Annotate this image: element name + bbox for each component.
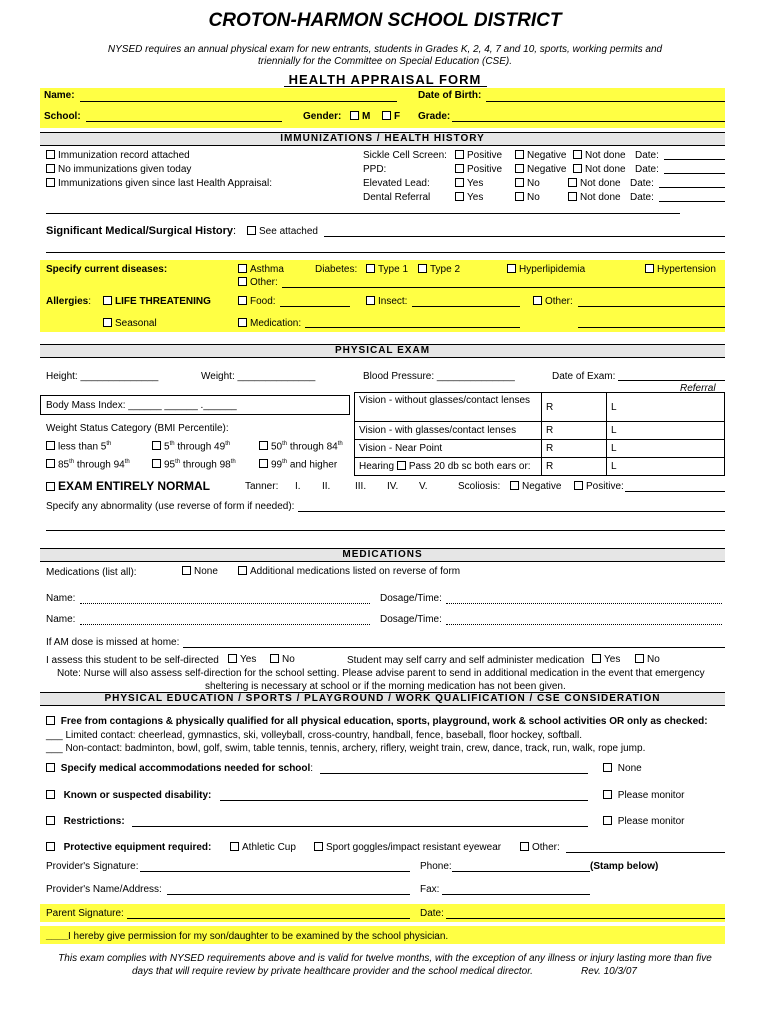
- gender-label: Gender:: [303, 111, 342, 122]
- bmi-option-1[interactable]: less than 5th: [46, 441, 111, 452]
- checkbox-icon[interactable]: [228, 654, 237, 663]
- permission-text: I hereby give permission for my son/daughter to be examined by the school physician.: [68, 931, 449, 942]
- checkbox-icon[interactable]: [238, 296, 247, 305]
- med-name-label: Name:: [46, 614, 76, 625]
- gender-m[interactable]: M: [350, 111, 370, 122]
- checkbox-icon[interactable]: [592, 654, 601, 663]
- limited-contact[interactable]: ___ Limited contact: cheerlead, gymnastics, ski, volleyball, cross-country, handball, fence, baseball, floor hockey, softball.: [46, 730, 583, 741]
- scoliosis-positive[interactable]: Positive:: [574, 481, 624, 492]
- self-directed-yes[interactable]: Yes: [228, 654, 256, 665]
- test-opt-a[interactable]: Positive: [455, 150, 502, 161]
- abnormality-field[interactable]: [298, 511, 725, 512]
- test-opt-c[interactable]: Not done: [573, 164, 626, 175]
- checkbox-icon[interactable]: [510, 481, 519, 490]
- checkbox-icon[interactable]: [46, 482, 55, 491]
- checkbox-icon[interactable]: [350, 111, 359, 120]
- weight-field[interactable]: Weight: ______________: [201, 371, 316, 382]
- test-date-field[interactable]: [664, 173, 725, 174]
- history-field-2[interactable]: [46, 252, 725, 253]
- medications-header: MEDICATIONS: [40, 548, 725, 562]
- checkbox-icon[interactable]: [515, 192, 524, 201]
- exam-date-field[interactable]: [618, 380, 725, 381]
- checkbox-icon[interactable]: [46, 716, 55, 725]
- am-dose-label: If AM dose is missed at home:: [46, 637, 180, 648]
- food-allergy-option[interactable]: Food:: [238, 296, 276, 307]
- checkbox-icon[interactable]: [259, 441, 268, 450]
- scoliosis-label: Scoliosis:: [458, 481, 501, 492]
- checkbox-icon[interactable]: [635, 654, 644, 663]
- checkbox-icon[interactable]: [603, 763, 612, 772]
- test-label: Dental Referral: [363, 192, 431, 203]
- right-ear-cell[interactable]: R: [542, 458, 607, 476]
- disability-option[interactable]: Known or suspected disability:: [46, 790, 211, 801]
- right-eye-cell[interactable]: R: [542, 422, 607, 440]
- school-label: School:: [44, 111, 81, 122]
- med-name-field[interactable]: [80, 603, 370, 604]
- provider-name-label: Provider's Name/Address:: [46, 884, 162, 895]
- diseases-label: Specify current diseases:: [46, 264, 168, 275]
- student-info-highlight: [40, 88, 725, 128]
- footer-line-1: This exam complies with NYSED requirements above and is valid for twelve months, with the exception of any illness or injury lasting more than five: [58, 953, 712, 964]
- bmi-box[interactable]: [40, 395, 350, 415]
- restrictions-monitor[interactable]: Please monitor: [603, 816, 684, 827]
- permission-blank[interactable]: ____: [46, 930, 69, 941]
- checkbox-icon[interactable]: [182, 566, 191, 575]
- tanner-label: Tanner:: [245, 481, 279, 492]
- fax-field[interactable]: [442, 894, 590, 895]
- test-opt-b[interactable]: Negative: [515, 164, 566, 175]
- checkbox-icon[interactable]: [46, 842, 55, 851]
- scoliosis-field[interactable]: [625, 491, 725, 492]
- test-opt-c[interactable]: Not done: [573, 150, 626, 161]
- exam-normal-option[interactable]: EXAM ENTIRELY NORMAL: [46, 479, 210, 493]
- checkbox-icon[interactable]: [382, 111, 391, 120]
- scoliosis-negative[interactable]: Negative: [510, 481, 561, 492]
- checkbox-icon[interactable]: [46, 150, 55, 159]
- school-field[interactable]: [86, 121, 282, 122]
- nurse-note-2: sheltering is necessary at school or if the morning medication has not been given.: [205, 681, 566, 692]
- form-title: HEALTH APPRAISAL FORM: [288, 72, 482, 87]
- non-contact[interactable]: ___ Non-contact: badminton, bowl, golf, swim, table tennis, tennis, archery, riflery, weight train, crew, dance, track, run, walk, rope jump.: [46, 743, 646, 754]
- life-threatening-option[interactable]: LIFE THREATENING: [103, 296, 211, 307]
- checkbox-icon[interactable]: [573, 150, 582, 159]
- immunizations-header: IMMUNIZATIONS / HEALTH HISTORY: [40, 132, 725, 146]
- test-date: Date:: [630, 178, 654, 189]
- checkbox-icon[interactable]: [507, 264, 516, 273]
- checkbox-icon[interactable]: [533, 296, 542, 305]
- checkbox-icon[interactable]: [238, 264, 247, 273]
- checkbox-icon[interactable]: [238, 318, 247, 327]
- history-label: Significant Medical/Surgical History:: [46, 225, 237, 237]
- tanner-3[interactable]: III.: [355, 481, 367, 492]
- parent-signature-highlight: [40, 904, 725, 922]
- bmi-option-2[interactable]: 5th through 49th: [152, 441, 230, 452]
- tanner-1[interactable]: I.: [295, 481, 301, 492]
- med-dosage-label: Dosage/Time:: [380, 593, 442, 604]
- checkbox-icon[interactable]: [46, 790, 55, 799]
- med-name-field[interactable]: [80, 624, 370, 625]
- medication-allergy-option[interactable]: Medication:: [238, 318, 301, 329]
- revision-label: Rev. 10/3/07: [581, 966, 637, 977]
- immun-opt-2[interactable]: No immunizations given today: [46, 164, 191, 175]
- tanner-2[interactable]: II.: [322, 481, 331, 492]
- pe-header: PHYSICAL EDUCATION / SPORTS / PLAYGROUND / WORK QUALIFICATION / CSE CONSIDERATION: [40, 692, 725, 706]
- checkbox-icon[interactable]: [238, 277, 247, 286]
- checkbox-icon[interactable]: [515, 150, 524, 159]
- disability-monitor[interactable]: Please monitor: [603, 790, 684, 801]
- history-field[interactable]: [324, 236, 725, 237]
- provider-signature-field[interactable]: [140, 871, 410, 872]
- medication-allergy-field-2[interactable]: [578, 327, 725, 328]
- test-label: PPD:: [363, 164, 387, 175]
- vision-label: Vision - with glasses/contact lenses: [355, 422, 542, 440]
- self-directed-label: I assess this student to be self-directed: [46, 655, 219, 666]
- district-title: CROTON-HARMON SCHOOL DISTRICT: [208, 10, 562, 31]
- other-allergy-field[interactable]: [578, 306, 725, 307]
- checkbox-icon[interactable]: [46, 178, 55, 187]
- vision-hearing-table: [354, 392, 725, 476]
- test-date: Date:: [635, 150, 659, 161]
- test-label: Elevated Lead:: [363, 178, 430, 189]
- grade-label: Grade:: [418, 111, 451, 122]
- test-opt-b[interactable]: No: [515, 178, 540, 189]
- checkbox-icon[interactable]: [603, 790, 612, 799]
- right-eye-cell[interactable]: R: [542, 393, 607, 422]
- checkbox-icon[interactable]: [573, 164, 582, 173]
- test-opt-a[interactable]: Yes: [455, 178, 483, 189]
- checkbox-icon[interactable]: [152, 459, 161, 468]
- accommodations-none[interactable]: None: [603, 763, 642, 774]
- protective-option[interactable]: Protective equipment required:: [46, 842, 211, 853]
- hypertension-option[interactable]: Hypertension: [645, 264, 716, 275]
- checkbox-icon[interactable]: [259, 459, 268, 468]
- stamp-label: (Stamp below): [590, 861, 659, 872]
- phone-field[interactable]: [452, 871, 590, 872]
- bmi-option-4[interactable]: 85th through 94th: [46, 459, 130, 470]
- checkbox-icon[interactable]: [46, 441, 55, 450]
- seasonal-option[interactable]: Seasonal: [103, 318, 157, 329]
- other-allergy-option[interactable]: Other:: [533, 296, 573, 307]
- checkbox-icon[interactable]: [603, 816, 612, 825]
- checkbox-icon[interactable]: [314, 842, 323, 851]
- left-eye-cell[interactable]: L: [607, 393, 725, 422]
- checkbox-icon[interactable]: [418, 264, 427, 273]
- dob-field[interactable]: [486, 101, 725, 102]
- accommodations-field[interactable]: [320, 773, 588, 774]
- checkbox-icon[interactable]: [568, 178, 577, 187]
- gender-f[interactable]: F: [382, 111, 400, 122]
- checkbox-icon[interactable]: [515, 164, 524, 173]
- checkbox-icon[interactable]: [247, 226, 256, 235]
- med-additional-option[interactable]: Additional medications listed on reverse of form: [238, 566, 460, 577]
- table-row: [355, 393, 725, 422]
- checkbox-icon[interactable]: [46, 459, 55, 468]
- checkbox-icon[interactable]: [103, 318, 112, 327]
- subtitle-line-2: triennially for the Committee on Special Education (CSE).: [257, 56, 512, 67]
- height-field[interactable]: Height: ______________: [46, 371, 159, 382]
- table-row: [355, 440, 725, 458]
- test-opt-c[interactable]: Not done: [568, 192, 621, 203]
- test-opt-b[interactable]: No: [515, 192, 540, 203]
- tanner-4[interactable]: IV.: [387, 481, 399, 492]
- grade-field[interactable]: [452, 121, 725, 122]
- test-opt-a[interactable]: Yes: [455, 192, 483, 203]
- free-contagions-option[interactable]: Free from contagions & physically qualified for all physical education, sports, playground, work & school activities OR only as checked:: [46, 716, 708, 727]
- self-directed-no[interactable]: No: [270, 654, 295, 665]
- checkbox-icon[interactable]: [397, 461, 406, 470]
- tanner-5[interactable]: V.: [419, 481, 428, 492]
- checkbox-icon[interactable]: [46, 164, 55, 173]
- med-none-option[interactable]: None: [182, 566, 218, 577]
- test-date-field[interactable]: [659, 187, 725, 188]
- type2-option[interactable]: Type 2: [418, 264, 460, 275]
- test-date-field[interactable]: [664, 159, 725, 160]
- goggles-option[interactable]: Sport goggles/impact resistant eyewear: [314, 842, 501, 853]
- med-list-label: Medications (list all):: [46, 567, 137, 578]
- table-row: [355, 458, 725, 476]
- form-title-underline: [284, 86, 487, 87]
- table-row: [355, 422, 725, 440]
- bmi-label: Body Mass Index: ______ ______ .______: [46, 400, 237, 411]
- checkbox-icon[interactable]: [152, 441, 161, 450]
- self-carry-no[interactable]: No: [635, 654, 660, 665]
- checkbox-icon[interactable]: [568, 192, 577, 201]
- protective-other-field[interactable]: [566, 852, 725, 853]
- food-field[interactable]: [280, 306, 350, 307]
- name-field[interactable]: [80, 101, 397, 102]
- other-disease-option[interactable]: Other:: [238, 277, 278, 288]
- checkbox-icon[interactable]: [46, 763, 55, 772]
- name-label: Name:: [44, 90, 75, 101]
- checkbox-icon[interactable]: [103, 296, 112, 305]
- athletic-cup-option[interactable]: Athletic Cup: [230, 842, 296, 853]
- self-carry-yes[interactable]: Yes: [592, 654, 620, 665]
- med-name-label: Name:: [46, 593, 76, 604]
- checkbox-icon[interactable]: [238, 566, 247, 575]
- immun-opt-1[interactable]: Immunization record attached: [46, 150, 190, 161]
- checkbox-icon[interactable]: [230, 842, 239, 851]
- parent-signature-label: Parent Signature:: [46, 908, 124, 919]
- abnormality-field-2[interactable]: [46, 530, 725, 531]
- provider-signature-label: Provider's Signature:: [46, 861, 139, 872]
- checkbox-icon[interactable]: [270, 654, 279, 663]
- checkbox-icon[interactable]: [645, 264, 654, 273]
- immun-opt-3[interactable]: Immunizations given since last Health Appraisal:: [46, 178, 272, 189]
- checkbox-icon[interactable]: [455, 192, 464, 201]
- am-dose-field[interactable]: [183, 647, 725, 648]
- checkbox-icon[interactable]: [574, 481, 583, 490]
- nurse-note-1: Note: Nurse will also assess self-direction for the school setting. Please advise parent to send in additional medication in the event that emergency: [57, 668, 705, 679]
- blood-pressure-field[interactable]: Blood Pressure: ______________: [363, 371, 515, 382]
- checkbox-icon[interactable]: [366, 296, 375, 305]
- left-eye-cell[interactable]: L: [607, 422, 725, 440]
- subtitle-line-1: NYSED requires an annual physical exam for new entrants, students in Grades K, 2, 4, 7 and 10, sports, working permits and: [107, 44, 663, 55]
- left-eye-cell[interactable]: L: [607, 440, 725, 458]
- see-attached[interactable]: See attached: [247, 226, 318, 237]
- checkbox-icon[interactable]: [46, 816, 55, 825]
- provider-name-field[interactable]: [167, 894, 410, 895]
- asthma-option[interactable]: Asthma: [238, 264, 284, 275]
- bmi-option-3[interactable]: 50th through 84th: [259, 441, 343, 452]
- insect-field[interactable]: [412, 306, 520, 307]
- left-ear-cell[interactable]: L: [607, 458, 725, 476]
- vision-label: Vision - without glasses/contact lenses: [355, 393, 542, 422]
- checkbox-icon[interactable]: [366, 264, 375, 273]
- test-opt-c[interactable]: Not done: [568, 178, 621, 189]
- insect-allergy-option[interactable]: Insect:: [366, 296, 407, 307]
- referral-label: Referral: [680, 383, 716, 394]
- phone-label: Phone:: [420, 861, 452, 872]
- checkbox-icon[interactable]: [515, 178, 524, 187]
- immun-notes-line[interactable]: [46, 213, 680, 214]
- fax-label: Fax:: [420, 884, 440, 895]
- parent-date-field[interactable]: [446, 918, 725, 919]
- allergies-label: Allergies:: [46, 296, 92, 307]
- test-date: Date:: [630, 192, 654, 203]
- parent-date-label: Date:: [420, 908, 444, 919]
- test-date-field[interactable]: [659, 201, 725, 202]
- hyperlipidemia-option[interactable]: Hyperlipidemia: [507, 264, 585, 275]
- bmi-option-5[interactable]: 95th through 98th: [152, 459, 236, 470]
- vision-label: Vision - Near Point: [355, 440, 542, 458]
- other-disease-field[interactable]: [282, 287, 725, 288]
- hearing-label: Hearing Pass 20 db sc both ears or:: [355, 458, 542, 476]
- checkbox-icon[interactable]: [455, 150, 464, 159]
- footer-line-2: days that will require review by private healthcare provider and the school medical director.: [132, 966, 533, 977]
- med-dosage-label: Dosage/Time:: [380, 614, 442, 625]
- test-label: Sickle Cell Screen:: [363, 150, 447, 161]
- checkbox-icon[interactable]: [455, 164, 464, 173]
- diabetes-label: Diabetes:: [315, 264, 358, 275]
- type1-option[interactable]: Type 1: [366, 264, 408, 275]
- med-dosage-field[interactable]: [446, 624, 722, 625]
- exam-date-label: Date of Exam:: [552, 371, 616, 382]
- weight-status-label: Weight Status Category (BMI Percentile):: [46, 423, 229, 434]
- test-opt-b[interactable]: Negative: [515, 150, 566, 161]
- medication-allergy-field[interactable]: [305, 327, 520, 328]
- physical-exam-header: PHYSICAL EXAM: [40, 344, 725, 358]
- checkbox-icon[interactable]: [455, 178, 464, 187]
- abnormality-label: Specify any abnormality (use reverse of form if needed):: [46, 501, 295, 512]
- dob-label: Date of Birth:: [418, 90, 482, 101]
- bmi-option-6[interactable]: 99th and higher: [259, 459, 337, 470]
- test-date: Date:: [635, 164, 659, 175]
- right-eye-cell[interactable]: R: [542, 440, 607, 458]
- disability-field[interactable]: [220, 800, 588, 801]
- restrictions-field[interactable]: [132, 826, 588, 827]
- parent-signature-field[interactable]: [127, 918, 410, 919]
- restrictions-option[interactable]: Restrictions:: [46, 816, 125, 827]
- checkbox-icon[interactable]: [520, 842, 529, 851]
- protective-other-option[interactable]: Other:: [520, 842, 560, 853]
- accommodations-option[interactable]: Specify medical accommodations needed for school:: [46, 763, 313, 774]
- med-dosage-field[interactable]: [446, 603, 722, 604]
- self-carry-label: Student may self carry and self administer medication: [347, 655, 585, 666]
- test-opt-a[interactable]: Positive: [455, 164, 502, 175]
